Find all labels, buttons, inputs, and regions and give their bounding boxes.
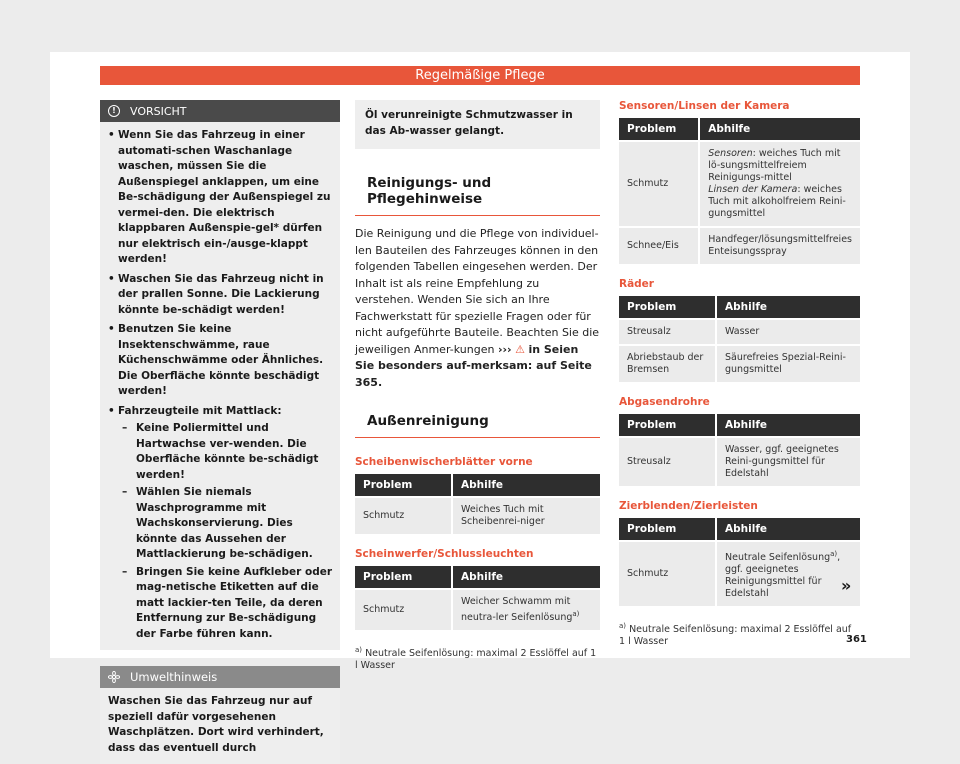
table-trims: Problem Abhilfe Schmutz Neutrale Seifenlösung$^{a)}$, ggf. geeignetes Reinigungsmittel für Edelstahl bbox=[619, 518, 860, 606]
page-header-title: Regelmäßige Pflege bbox=[100, 66, 860, 85]
footnote-mid: $^{a)}$ Neutrale Seifenlösung: maximal 2 Esslöffel auf 1 l Wasser bbox=[355, 646, 597, 672]
left-column bbox=[100, 100, 340, 764]
page-reference-link[interactable]: in Seien Sie besonders auf-merksam: auf Seite 365. bbox=[355, 342, 592, 389]
table-exhaust: Problem Abhilfe Streusalz Wasser, ggf. geeignetes Reini-gungsmittel für Edelstahl bbox=[619, 414, 860, 486]
info-circle-icon: ! bbox=[108, 105, 120, 117]
caution-item: • Fahrzeugteile mit Mattlack: bbox=[108, 404, 282, 417]
leaf-flower-icon bbox=[108, 671, 120, 683]
table-wipers: Problem Abhilfe Schmutz Weiches Tuch mit Scheibenrei-niger bbox=[355, 474, 600, 534]
environment-continuation: Öl verunreinigte Schmutzwasser in das Ab-wasser gelangt. bbox=[355, 100, 600, 149]
table-title-wipers: Scheibenwischerblätter vorne bbox=[355, 456, 533, 468]
caution-subitem: – Wählen Sie niemals Waschprogramme mit Wachskonservierung. Dies könnte das Aussehen der Mattlackierung be-schädigen. bbox=[122, 486, 313, 560]
footnote-ref: a) bbox=[572, 610, 580, 618]
footnote-right: $^{a)}$ Neutrale Seifenlösung: maximal 2 Esslöffel auf 1 l Wasser bbox=[619, 622, 852, 648]
table-wheels: Problem Abhilfe Streusalz Wasser Abriebstaub der Bremsen Säurefreies Spezial-Reini-gungsmittel bbox=[619, 296, 860, 382]
table-row: Schmutz Sensoren: weiches Tuch mit lö-sungsmittelfreiem Reinigungs-mittel Linsen der Kamera: weiches Tuch mit alkoholfreiem Reini-gungsmittel bbox=[619, 141, 860, 227]
warning-triangle-icon: ⚠ bbox=[515, 342, 525, 356]
table-row: Schmutz Weiches Tuch mit Scheibenrei-niger bbox=[355, 497, 600, 534]
environment-heading: Umwelthinweis bbox=[130, 670, 218, 684]
caution-item: • Benutzen Sie keine Insektenschwämme, raue Küchenschwämme oder Ähnliches. Die Oberfläche könnte beschädigt werden! bbox=[108, 323, 324, 397]
middle-column bbox=[355, 100, 600, 672]
table-title-exhaust: Abgasendrohre bbox=[619, 396, 710, 408]
environment-header bbox=[100, 666, 340, 688]
section-title-care: Reinigungs- und Pflegehinweise bbox=[355, 175, 600, 216]
caution-subitem: – Bringen Sie keine Aufkleber oder mag-netische Etiketten auf die matt lackier-ten Teile, da deren Entfernung zur Be-schädigung der Farbe führen kann. bbox=[122, 565, 333, 640]
table-lights: Problem Abhilfe Schmutz Weicher Schwamm mit neutra-ler Seifenlösung$^{a)}$ bbox=[355, 566, 600, 630]
caution-box bbox=[100, 100, 340, 650]
care-paragraph: Die Reinigung und die Pflege von individuel-len Bauteilen des Fahrzeuges können in den folgenden Tabellen eingesehen werden. Der Inhalt ist als reine Empfehlung zu verstehen. Wenden Sie sich an Ihre Fachwerkstatt für spezielle Fragen oder für nicht aufgeführte Bauteile. Beachten Sie die jeweiligen Anmer-kungen ››› ⚠ in Seien Sie besonders auf-merksam: auf Seite 365. bbox=[355, 227, 600, 389]
table-row: Streusalz Wasser, ggf. geeignetes Reini-gungsmittel für Edelstahl bbox=[619, 437, 860, 486]
environment-box bbox=[100, 666, 340, 764]
caution-header bbox=[100, 100, 340, 122]
table-title-trims: Zierblenden/Zierleisten bbox=[619, 500, 758, 512]
table-title-wheels: Räder bbox=[619, 278, 654, 290]
caution-item: • Waschen Sie das Fahrzeug nicht in der prallen Sonne. Die Lackierung könnte be-schädigt werden! bbox=[108, 272, 324, 316]
table-title-lights: Scheinwerfer/Schlussleuchten bbox=[355, 548, 534, 560]
section-title-exterior: Außenreinigung bbox=[355, 413, 600, 438]
right-column bbox=[619, 100, 860, 648]
table-row: Streusalz Wasser bbox=[619, 319, 860, 345]
caution-heading: VORSICHT bbox=[130, 104, 187, 118]
page-number: 361 bbox=[846, 634, 867, 645]
caution-body bbox=[100, 122, 340, 650]
table-row: Schnee/Eis Handfeger/lösungsmittelfreies Enteisungsspray bbox=[619, 227, 860, 264]
environment-text: Waschen Sie das Fahrzeug nur auf speziell dafür vorgesehenen Waschplätzen. Dort wird verhindert, dass das eventuell durch bbox=[108, 695, 324, 754]
table-title-sensors: Sensoren/Linsen der Kamera bbox=[619, 100, 790, 112]
table-row: Schmutz Weicher Schwamm mit neutra-ler Seifenlösung$^{a)}$ bbox=[355, 589, 600, 630]
table-row: Schmutz Neutrale Seifenlösung$^{a)}$, ggf. geeignetes Reinigungsmittel für Edelstahl bbox=[619, 541, 860, 606]
continue-mark: » bbox=[841, 576, 852, 595]
footnote-ref: a) bbox=[830, 550, 838, 558]
table-row: Abriebstaub der Bremsen Säurefreies Spezial-Reini-gungsmittel bbox=[619, 345, 860, 382]
caution-subitem: – Keine Poliermittel und Hartwachse ver-wenden. Die Oberfläche könnte be-schädigt werden! bbox=[122, 422, 319, 481]
caution-item: • Wenn Sie das Fahrzeug in einer automati-schen Waschanlage waschen, müssen Sie die Außenspiegel anklappen, um eine Be-schädigung der Außenspiegel zu vermei-den. Die elektrisch klappbaren Außenspie-gel* dürfen nur elektrisch ein-/ausge-klappt werden! bbox=[108, 129, 331, 265]
table-sensors: Problem Abhilfe Schmutz Sensoren: weiches Tuch mit lö-sungsmittelfreiem Reinigungs-mittel Linsen der Kamera: weiches Tuch mit alkoholfreiem Reini-gungsmittel Schnee/Eis Handfeger/lösungsmittelfreies Enteisungsspray bbox=[619, 118, 860, 264]
